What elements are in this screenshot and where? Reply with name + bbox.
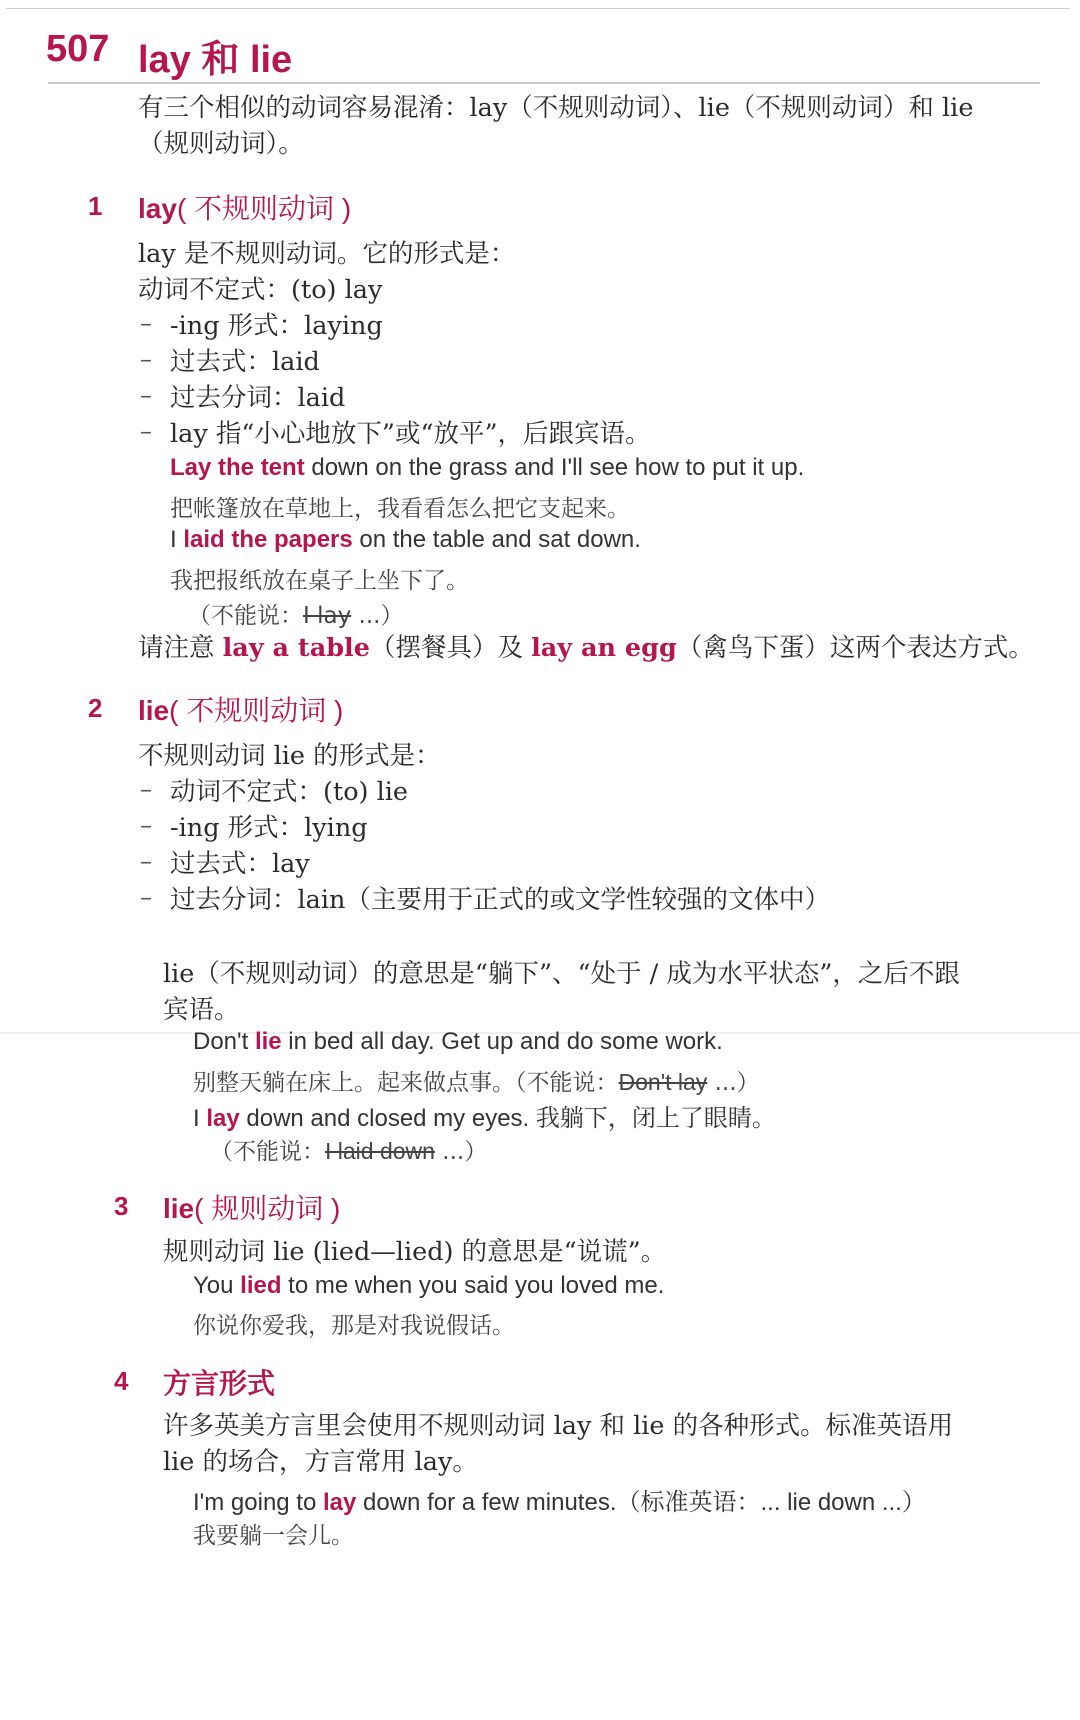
lie-example-1-translation [193, 1064, 760, 1097]
not-say-suffix: ...） [434, 1139, 488, 1165]
struck-wrong-form: I lay [303, 603, 352, 629]
section-4-example-1-translation: 我要躺一会儿。 [193, 1523, 354, 1549]
section-2-title [138, 689, 343, 729]
note-highlight: lay a table [222, 633, 370, 663]
example-text: I'm going to [193, 1489, 323, 1516]
heading-rule [48, 82, 1040, 84]
bullet-dash: – [140, 775, 152, 803]
example-text: on the table and sat down. [352, 526, 641, 553]
section-4-title: 方言形式 [163, 1368, 276, 1399]
entry-number: 507 [46, 28, 110, 70]
example-highlight: lay [206, 1105, 240, 1132]
section-1-example-1 [170, 454, 804, 482]
bullet-dash: – [140, 381, 152, 409]
example-text: Don't [193, 1028, 255, 1055]
section-2-form-past: 过去式：lay [170, 849, 310, 879]
intro-line-1: 有三个相似的动词容易混淆：lay（不规则动词）、lie（不规则动词）和 lie [138, 93, 974, 123]
section-4-para-line-2: lie 的场合，方言常用 lay。 [163, 1447, 478, 1477]
bullet-dash: – [140, 811, 152, 839]
example-text: down for a few minutes.（标准英语：... lie down ...） [356, 1489, 926, 1516]
bullet-dash: – [140, 847, 152, 875]
translation-text: 别整天躺在床上。起来做点事。（不能说： [193, 1070, 619, 1096]
section-4-number: 4 [114, 1366, 129, 1396]
section-3-title [163, 1187, 340, 1227]
section-3-title-note: ( 规则动词 ) [194, 1193, 341, 1224]
example-text: I [170, 526, 184, 553]
lie-not-say [210, 1133, 487, 1166]
section-1-form-participle: 过去分词：laid [170, 383, 346, 413]
section-1-form-ing: -ing 形式：laying [170, 311, 383, 341]
bullet-dash: – [140, 309, 152, 337]
example-text: down on the grass and I'll see how to put it up. [304, 454, 805, 481]
bullet-dash: – [140, 883, 152, 911]
section-2-number: 2 [88, 693, 103, 723]
not-say-prefix: （不能说： [210, 1139, 325, 1165]
bullet-dash: – [140, 345, 152, 373]
section-1-form-past: 过去式：laid [170, 347, 320, 377]
section-1-title-note: ( 不规则动词 ) [176, 193, 352, 224]
lie-example-2 [193, 1098, 776, 1133]
section-1-not-say [188, 597, 403, 630]
note-highlight: lay an egg [531, 633, 677, 663]
section-1-example-2-translation: 我把报纸放在桌子上坐下了。 [170, 568, 469, 594]
translation-text: ...） [707, 1070, 760, 1096]
example-text: You [193, 1272, 241, 1299]
section-2-title-word: lie [138, 695, 170, 726]
section-2-form-participle: 过去分词：lain（主要用于正式的或文学性较强的文体中） [170, 885, 830, 915]
section-3-example-1-translation: 你说你爱我，那是对我说假话。 [193, 1313, 515, 1339]
section-1-meaning: lay 指“小心地放下”或“放平”，后跟宾语。 [170, 419, 651, 449]
section-1-note [138, 630, 1034, 666]
example-highlight: lied [240, 1272, 282, 1299]
intro-line-2: （规则动词）。 [138, 129, 304, 159]
example-text: down and closed my eyes. 我躺下，闭上了眼睛。 [239, 1105, 776, 1132]
example-text: in bed all day. Get up and do some work. [281, 1028, 723, 1055]
lie-meaning-line-2: 宾语。 [163, 995, 240, 1025]
not-say-suffix: ...） [351, 603, 404, 629]
bullet-dash: – [140, 417, 152, 445]
lie-meaning-line-1: lie（不规则动词）的意思是“躺下”、“处于 / 成为水平状态”，之后不跟 [163, 959, 960, 989]
section-1-title [138, 187, 351, 227]
section-3-example-1 [193, 1272, 664, 1300]
section-1-intro: lay 是不规则动词。它的形式是： [138, 239, 516, 269]
top-rule [6, 8, 1070, 9]
example-text: to me when you said you loved me. [281, 1272, 665, 1299]
note-text: （摆餐具）及 [369, 633, 532, 663]
section-2-form-ing: -ing 形式：lying [170, 813, 368, 843]
note-text: 请注意 [138, 633, 223, 663]
example-text: I [193, 1105, 207, 1132]
lie-example-1 [193, 1028, 723, 1056]
example-highlight: Lay the tent [170, 454, 305, 481]
section-3-title-word: lie [163, 1193, 195, 1224]
section-1-infinitive: 动词不定式：(to) lay [138, 275, 383, 305]
struck-wrong-form: I laid down [325, 1138, 435, 1164]
section-1-example-2 [170, 526, 641, 554]
struck-wrong-form: Don't lay [618, 1069, 708, 1095]
section-4-example-1 [193, 1482, 926, 1517]
not-say-prefix: （不能说： [188, 603, 303, 629]
note-text: （禽鸟下蛋）这两个表达方式。 [676, 633, 1034, 663]
entry-title: lay 和 lie [138, 39, 293, 81]
section-2-title-note: ( 不规则动词 ) [169, 695, 344, 726]
example-highlight: lie [254, 1028, 282, 1055]
example-highlight: laid the papers [183, 526, 353, 553]
section-1-example-1-translation: 把帐篷放在草地上，我看看怎么把它支起来。 [170, 496, 630, 522]
section-2-form-infinitive: 动词不定式：(to) lie [170, 777, 409, 807]
section-1-number: 1 [88, 191, 103, 221]
section-4-para-line-1: 许多英美方言里会使用不规则动词 lay 和 lie 的各种形式。标准英语用 [163, 1411, 954, 1441]
example-highlight: lay [322, 1489, 357, 1516]
section-2-intro: 不规则动词 lie 的形式是： [138, 741, 441, 771]
section-3-number: 3 [114, 1191, 129, 1221]
section-3-meaning: 规则动词 lie (lied—lied) 的意思是“说谎”。 [163, 1237, 667, 1267]
section-1-title-word: lay [138, 193, 177, 224]
